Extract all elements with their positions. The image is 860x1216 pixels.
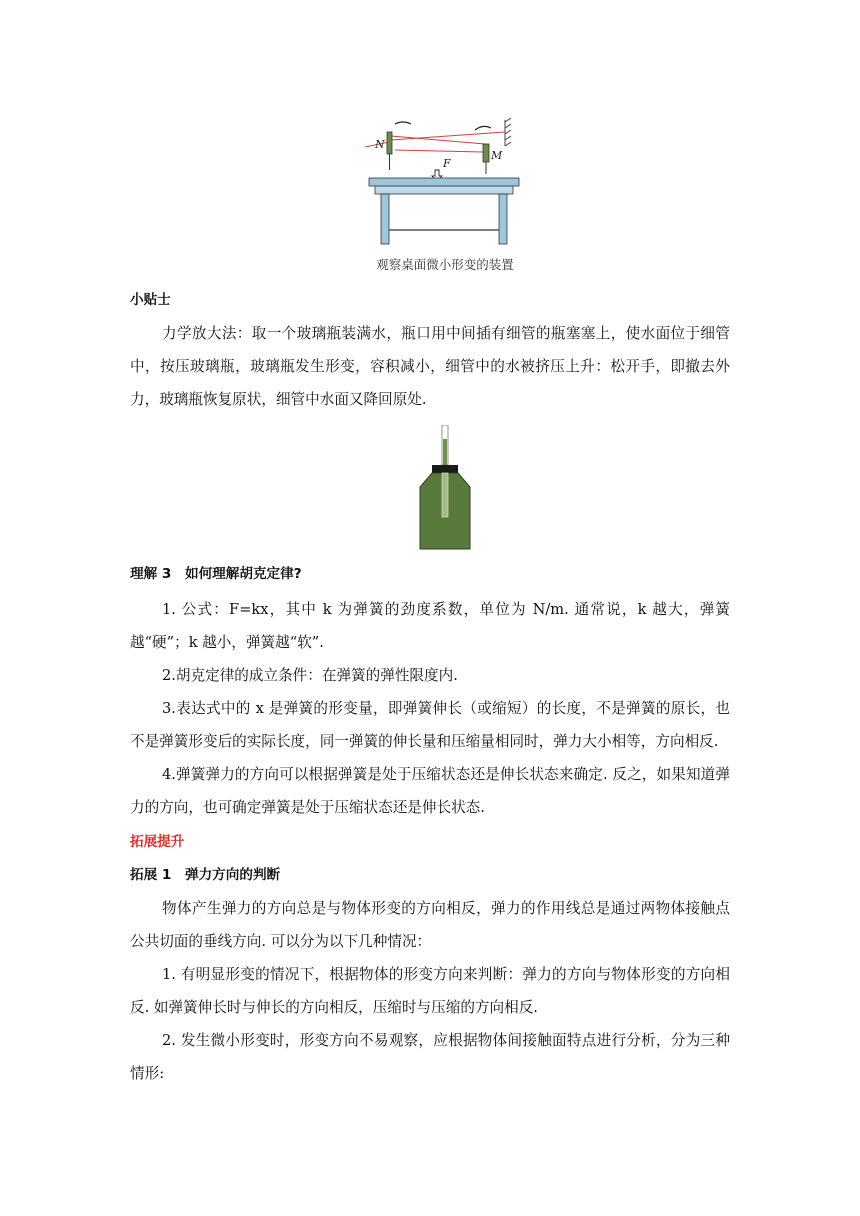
rotation-arrow-n <box>395 122 411 124</box>
table-leg-left <box>381 194 389 244</box>
extension-heading: 拓展提升 <box>130 834 185 850</box>
section3-item-4: 4.弹簧弹力的方向可以根据弹簧是处于压缩状态还是伸长状态来确定. 反之，如果知道弹力的方向，也可确定弹簧是处于压缩状态还是伸长状态. <box>130 766 730 816</box>
tabletop <box>369 178 519 186</box>
extension-intro: 物体产生弹力的方向总是与物体形变的方向相反，弹力的作用线总是通过两物体接触点公共切面的垂线方向. 可以分为以下几种情况： <box>130 900 730 950</box>
section3-item-2: 2.胡克定律的成立条件：在弹簧的弹性限度内. <box>162 667 458 684</box>
tube-inside <box>442 473 448 517</box>
extension-sub-heading: 拓展 1 弹力方向的判断 <box>130 867 281 883</box>
label-f: F <box>443 157 451 170</box>
wall-hatch-icon <box>505 118 511 146</box>
extension-item-2: 2. 发生微小形变时，形变方向不易观察，应根据物体间接触面特点进行分析，分为三种情形: <box>130 1032 730 1082</box>
extension-item-1: 1. 有明显形变的情况下，根据物体的形变方向来判断：弹力的方向与物体形变的方向相反. 如弹簧伸长时与伸长的方向相反，压缩时与压缩的方向相反. <box>130 966 730 1016</box>
section3-item-1: 1. 公式：F=kx，其中 k 为弹簧的劲度系数，单位为 N/m. 通常说，k 越大，弹簧越“硬”；k 越小，弹簧越“软”. <box>130 601 730 651</box>
label-m: M <box>491 149 503 162</box>
rotation-arrow-m <box>475 126 491 130</box>
label-n: N <box>375 138 385 151</box>
tip-heading: 小贴士 <box>130 292 171 308</box>
section3-item-3: 3.表达式中的 x 是弹簧的形变量，即弹簧伸长（或缩短）的长度，不是弹簧的原长，也不是弹簧形变后的实际长度，同一弹簧的伸长量和压缩量相同时，弹力大小相等，方向相反. <box>130 700 730 750</box>
desk-deformation-figure <box>355 112 535 277</box>
figure1-caption: 观察桌面微小形变的装置 <box>376 257 514 272</box>
section3-heading: 理解 3 如何理解胡克定律? <box>130 566 302 582</box>
table-leg-right <box>499 194 507 244</box>
mirror-n <box>387 132 392 154</box>
mirror-m <box>483 144 489 162</box>
bottle-stopper <box>432 465 458 473</box>
tip-body: 力学放大法：取一个玻璃瓶装满水，瓶口用中间插有细管的瓶塞塞上，使水面位于细管中，按压玻璃瓶，玻璃瓶发生形变，容积减小，细管中的水被挤压上升：松开手，即撤去外力，玻璃瓶恢复原状，细管中水面又降回原处. <box>130 325 730 408</box>
bottle-figure <box>418 425 474 550</box>
